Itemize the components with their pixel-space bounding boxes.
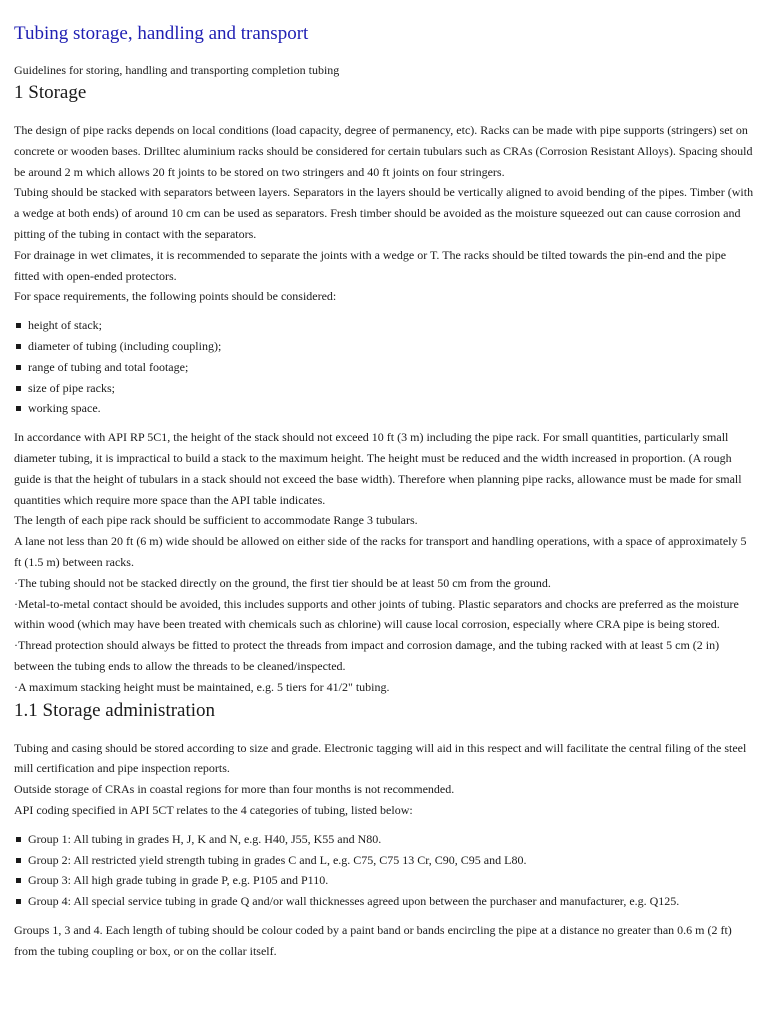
list-item: Group 1: All tubing in grades H, J, K and N, e.g. H40, J55, K55 and N80. [14, 829, 754, 850]
paragraph: Tubing and casing should be stored according to size and grade. Electronic tagging will aid in this respect and will facilitate the central filing of the steel mill certification and pipe inspection reports. [14, 740, 747, 776]
paragraph: For drainage in wet climates, it is recommended to separate the joints with a wedge or T. The racks should be tilted towards the pin-end and the pipe fitted with open-ended protectors. [14, 247, 727, 283]
section-heading-storage: 1 Storage [14, 82, 87, 103]
list-item: Group 2: All restricted yield strength tubing in grades C and L, e.g. C75, C75 13 Cr, C90, C95 and L80. [14, 850, 754, 871]
paragraph: The length of each pipe rack should be sufficient to accommodate Range 3 tubulars. [14, 513, 418, 528]
paragraph: Groups 1, 3 and 4. Each length of tubing should be colour coded by a paint band or bands encircling the pipe at a distance no greater than 0.6 m (2 ft) from the tubing coupling or box, or on the collar itself. [14, 922, 732, 958]
paragraph: ·The tubing should not be stacked directly on the ground, the first tier should be at least 50 cm from the ground. [14, 575, 551, 590]
list-item: Group 3: All high grade tubing in grade P, e.g. P105 and P110. [14, 870, 754, 891]
paragraph: API coding specified in API 5CT relates to the 4 categories of tubing, listed below: [14, 802, 413, 817]
paragraph: The design of pipe racks depends on local conditions (load capacity, degree of permanency, etc). Racks can be made with pipe supports (stringers) set on concrete or wooden bases. Drilltec aluminium racks should be considered for certain tubulars such as CRAs (Corrosion Resistant Alloys). Spacing should be around 2 m which allows 20 ft joints to be stored on two stringers and 40 ft joints on four stringers. [14, 123, 753, 179]
section-storage [14, 120, 754, 698]
paragraph: A lane not less than 20 ft (6 m) wide should be allowed on either side of the racks for transport and handling operations, with a space of approximately 5 ft (1.5 m) between racks. [14, 534, 747, 569]
list-item: range of tubing and total footage; [14, 357, 754, 378]
paragraph: Outside storage of CRAs in coastal regions for more than four months is not recommended. [14, 782, 455, 797]
tubing-groups-list [14, 829, 754, 912]
document-title: Tubing storage, handling and transport [14, 23, 309, 44]
section-heading-storage-administration: 1.1 Storage administration [14, 699, 216, 721]
paragraph: Tubing should be stacked with separators between layers. Separators in the layers should be vertically aligned to avoid bending of the pipes. Timber (with a wedge at both ends) of around 10 cm can be used as separators. Fresh timber should be avoided as the moisture squeezed out can cause corrosion and pitting of the tubing in contact with the separators. [14, 185, 754, 241]
list-item: working space. [14, 398, 754, 419]
paragraph: ·A maximum stacking height must be maintained, e.g. 5 tiers for 41/2" tubing. [14, 679, 390, 694]
section-storage-administration [14, 738, 754, 962]
paragraph: In accordance with API RP 5C1, the height of the stack should not exceed 10 ft (3 m) including the pipe rack. For small quantities, particularly small diameter tubing, it is impractical to build a stack to the maximum height. The height must be reduced and the width increased in proportion. (A rough guide is that the height of tubulars in a stack should not exceed the base width). Therefore when planning pipe racks, allowance must be made for small quantities which require more space than the API table indicates. [14, 430, 742, 507]
list-item: Group 4: All special service tubing in grade Q and/or wall thicknesses agreed upon between the purchaser and manufacturer, e.g. Q125. [14, 891, 754, 912]
list-item: height of stack; [14, 315, 754, 336]
space-requirements-list [14, 315, 754, 419]
list-item: diameter of tubing (including coupling); [14, 336, 754, 357]
list-item: size of pipe racks; [14, 378, 754, 399]
document-subtitle: Guidelines for storing, handling and transporting completion tubing [14, 63, 340, 77]
paragraph: ·Metal-to-metal contact should be avoided, this includes supports and other joints of tubing. Plastic separators and chocks are preferred as the moisture within wood (which may have been treated with chemicals such as chlorine) will cause local corrosion, especially where CRA pipe is being stored. [14, 596, 739, 632]
paragraph: ·Thread protection should always be fitted to protect the threads from impact and corrosion damage, and the tubing racked with at least 5 cm (2 in) between the tubing ends to allow the threads to be cleaned/inspected. [14, 638, 720, 673]
paragraph: For space requirements, the following points should be considered: [14, 289, 337, 304]
